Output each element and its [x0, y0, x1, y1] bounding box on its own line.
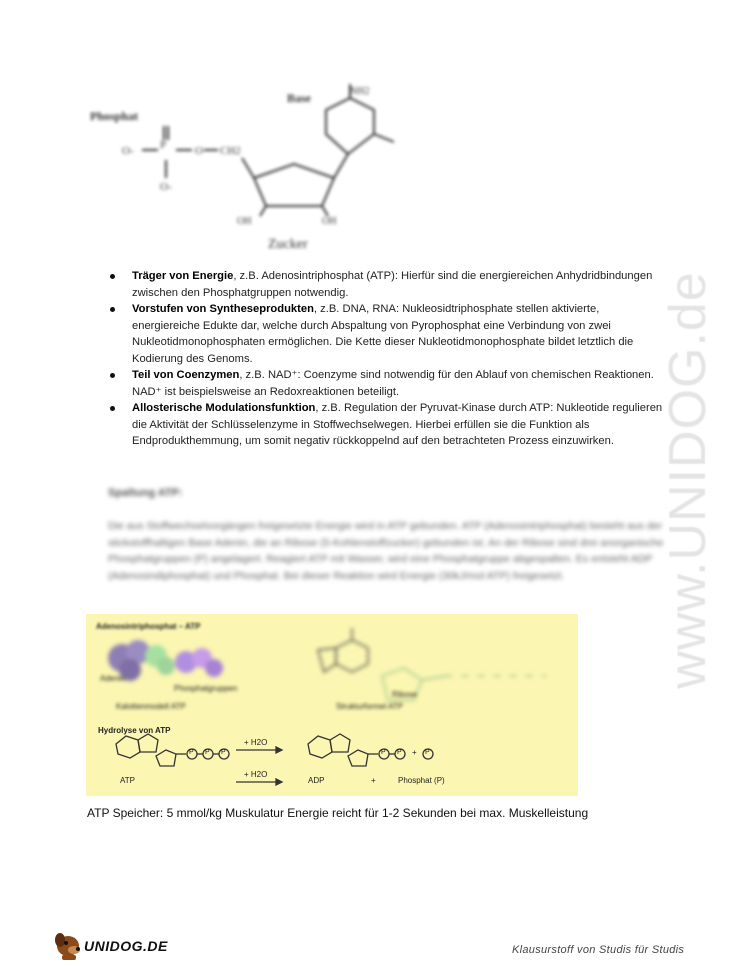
- nucleotide-structure-figure: [82, 78, 452, 253]
- section-heading-blurred: Spaltung ATP:: [108, 487, 183, 499]
- logo-text: UNIDOG.DE: [84, 938, 168, 954]
- section-paragraph-blurred: Die aus Stoffwechselvorgängen freigesetzte Energie wird in ATP gebunden. ATP (Adenosintriphosphat) besteht aus der stickstoffhaltigen Base Adenin, die an Ribose (5-Kohlenstoffzucker) gebunden ist. An der Ribose sind drei anorganische Phosphatgruppen (P) angelagert. Reagiert ATP mit Wasser, wird eine Phosphatgruppe abgespalten. Es entsteht ADP (Adenosindiphosphat) und Phosphat. Bei dieser Reaktion wird Energie (30kJ/mol ATP) freigesetzt.: [108, 520, 664, 582]
- label-zucker: Zucker: [268, 237, 308, 252]
- label-oh-1: OH: [237, 216, 252, 227]
- h2o-bottom: + H2O: [244, 770, 268, 779]
- label-phosphatgruppen: Phosphatgruppen: [174, 684, 238, 693]
- label-o-minus-2: O-: [160, 181, 172, 193]
- label-kalottenmodell: Kalottenmodell ATP: [116, 702, 186, 711]
- hydrolyse-title: Hydrolyse von ATP: [98, 726, 171, 735]
- label-ribose: Ribose: [392, 690, 417, 699]
- dog-icon: [55, 933, 80, 960]
- plus-sign-bottom: +: [371, 776, 376, 785]
- label-oh-2: OH: [322, 216, 337, 227]
- label-phosphat-product: Phosphat (P): [398, 776, 445, 785]
- list-item-term: Allosterische Modulationsfunktion: [132, 402, 316, 414]
- label-o-minus-1: O-: [122, 145, 134, 157]
- phosphate-p2: P: [205, 749, 210, 756]
- phosphate-p5: P: [397, 749, 402, 756]
- label-p-atom: P: [160, 139, 167, 151]
- watermark: www.UNIDOG.de: [659, 271, 717, 689]
- phosphate-p1: P: [189, 749, 194, 756]
- list-item: [108, 268, 668, 301]
- h2o-top: + H2O: [244, 738, 268, 747]
- label-nh2: NH2: [350, 86, 370, 97]
- phosphate-p3: P: [221, 749, 226, 756]
- phosphate-p6: P: [425, 749, 430, 756]
- list-item-term: Träger von Energie: [132, 270, 234, 282]
- list-item-text: , z.B. NAD⁺: Coenzyme sind notwendig für den Ablauf von chemischen Reaktionen. NAD⁺ ist beispielsweise an Redoxreaktionen beteiligt.: [132, 369, 654, 398]
- atp-figure-title: Adenosintriphosphat – ATP: [96, 622, 201, 631]
- footer-tagline: Klausurstoff von Studis für Studis: [512, 944, 685, 956]
- list-item: [108, 301, 668, 367]
- bullet-icon: [110, 307, 115, 312]
- label-phosphat: Phosphat: [90, 109, 139, 123]
- bullet-icon: [110, 406, 115, 411]
- nucleotide-functions-list: [108, 268, 668, 450]
- list-item-text: , z.B. DNA, RNA: Nukleosidtriphosphate stellen aktivierte, energiereiche Edukte dar, welche durch Abspaltung von Pyrophosphat eine Verbindung von zwei Nukleotidmonophosphaten ermöglichen. Die Kette dieser Nukleotidmonophosphate bildet letztlich die Kodierung des Genoms.: [132, 303, 634, 365]
- bullet-icon: [110, 274, 115, 279]
- label-adp: ADP: [308, 776, 325, 785]
- label-ch2: CH2: [220, 145, 241, 157]
- label-strukturformel: Strukturformel ATP: [336, 702, 403, 711]
- plus-sign-top: +: [412, 748, 417, 757]
- list-item-term: Vorstufen von Syntheseprodukten: [132, 303, 314, 315]
- label-adenin: Adenin: [100, 674, 125, 683]
- list-item-text: , z.B. Regulation der Pyruvat-Kinase durch ATP: Nukleotide regulieren die Aktivität der Schlüsselenzyme in Stoffwechselwegen. Hierbei erfüllen sie die Funktion als Endprodukthemmung, um somit negativ rückkoppelnd auf den betrachteten Prozess einzuwirken.: [132, 402, 663, 447]
- list-item: [108, 400, 668, 450]
- list-item: [108, 367, 668, 400]
- phosphate-p4: P: [381, 749, 386, 756]
- bullet-icon: [110, 373, 115, 378]
- list-item-term: Teil von Coenzymen: [132, 369, 240, 381]
- label-base: Base: [287, 91, 311, 105]
- list-item-text: , z.B. Adenosintriphosphat (ATP): Hierfür sind die energiereichen Anhydridbindungen zwischen den Phosphatgruppen notwendig.: [132, 270, 653, 299]
- atp-storage-caption: ATP Speicher: 5 mmol/kg Muskulatur Energie reicht für 1-2 Sekunden bei max. Muskelleistung: [87, 806, 589, 820]
- label-o-atom: O: [195, 145, 203, 157]
- nucleotide-bonds: [142, 84, 394, 216]
- atp-figure: [86, 614, 578, 796]
- label-atp: ATP: [120, 776, 135, 785]
